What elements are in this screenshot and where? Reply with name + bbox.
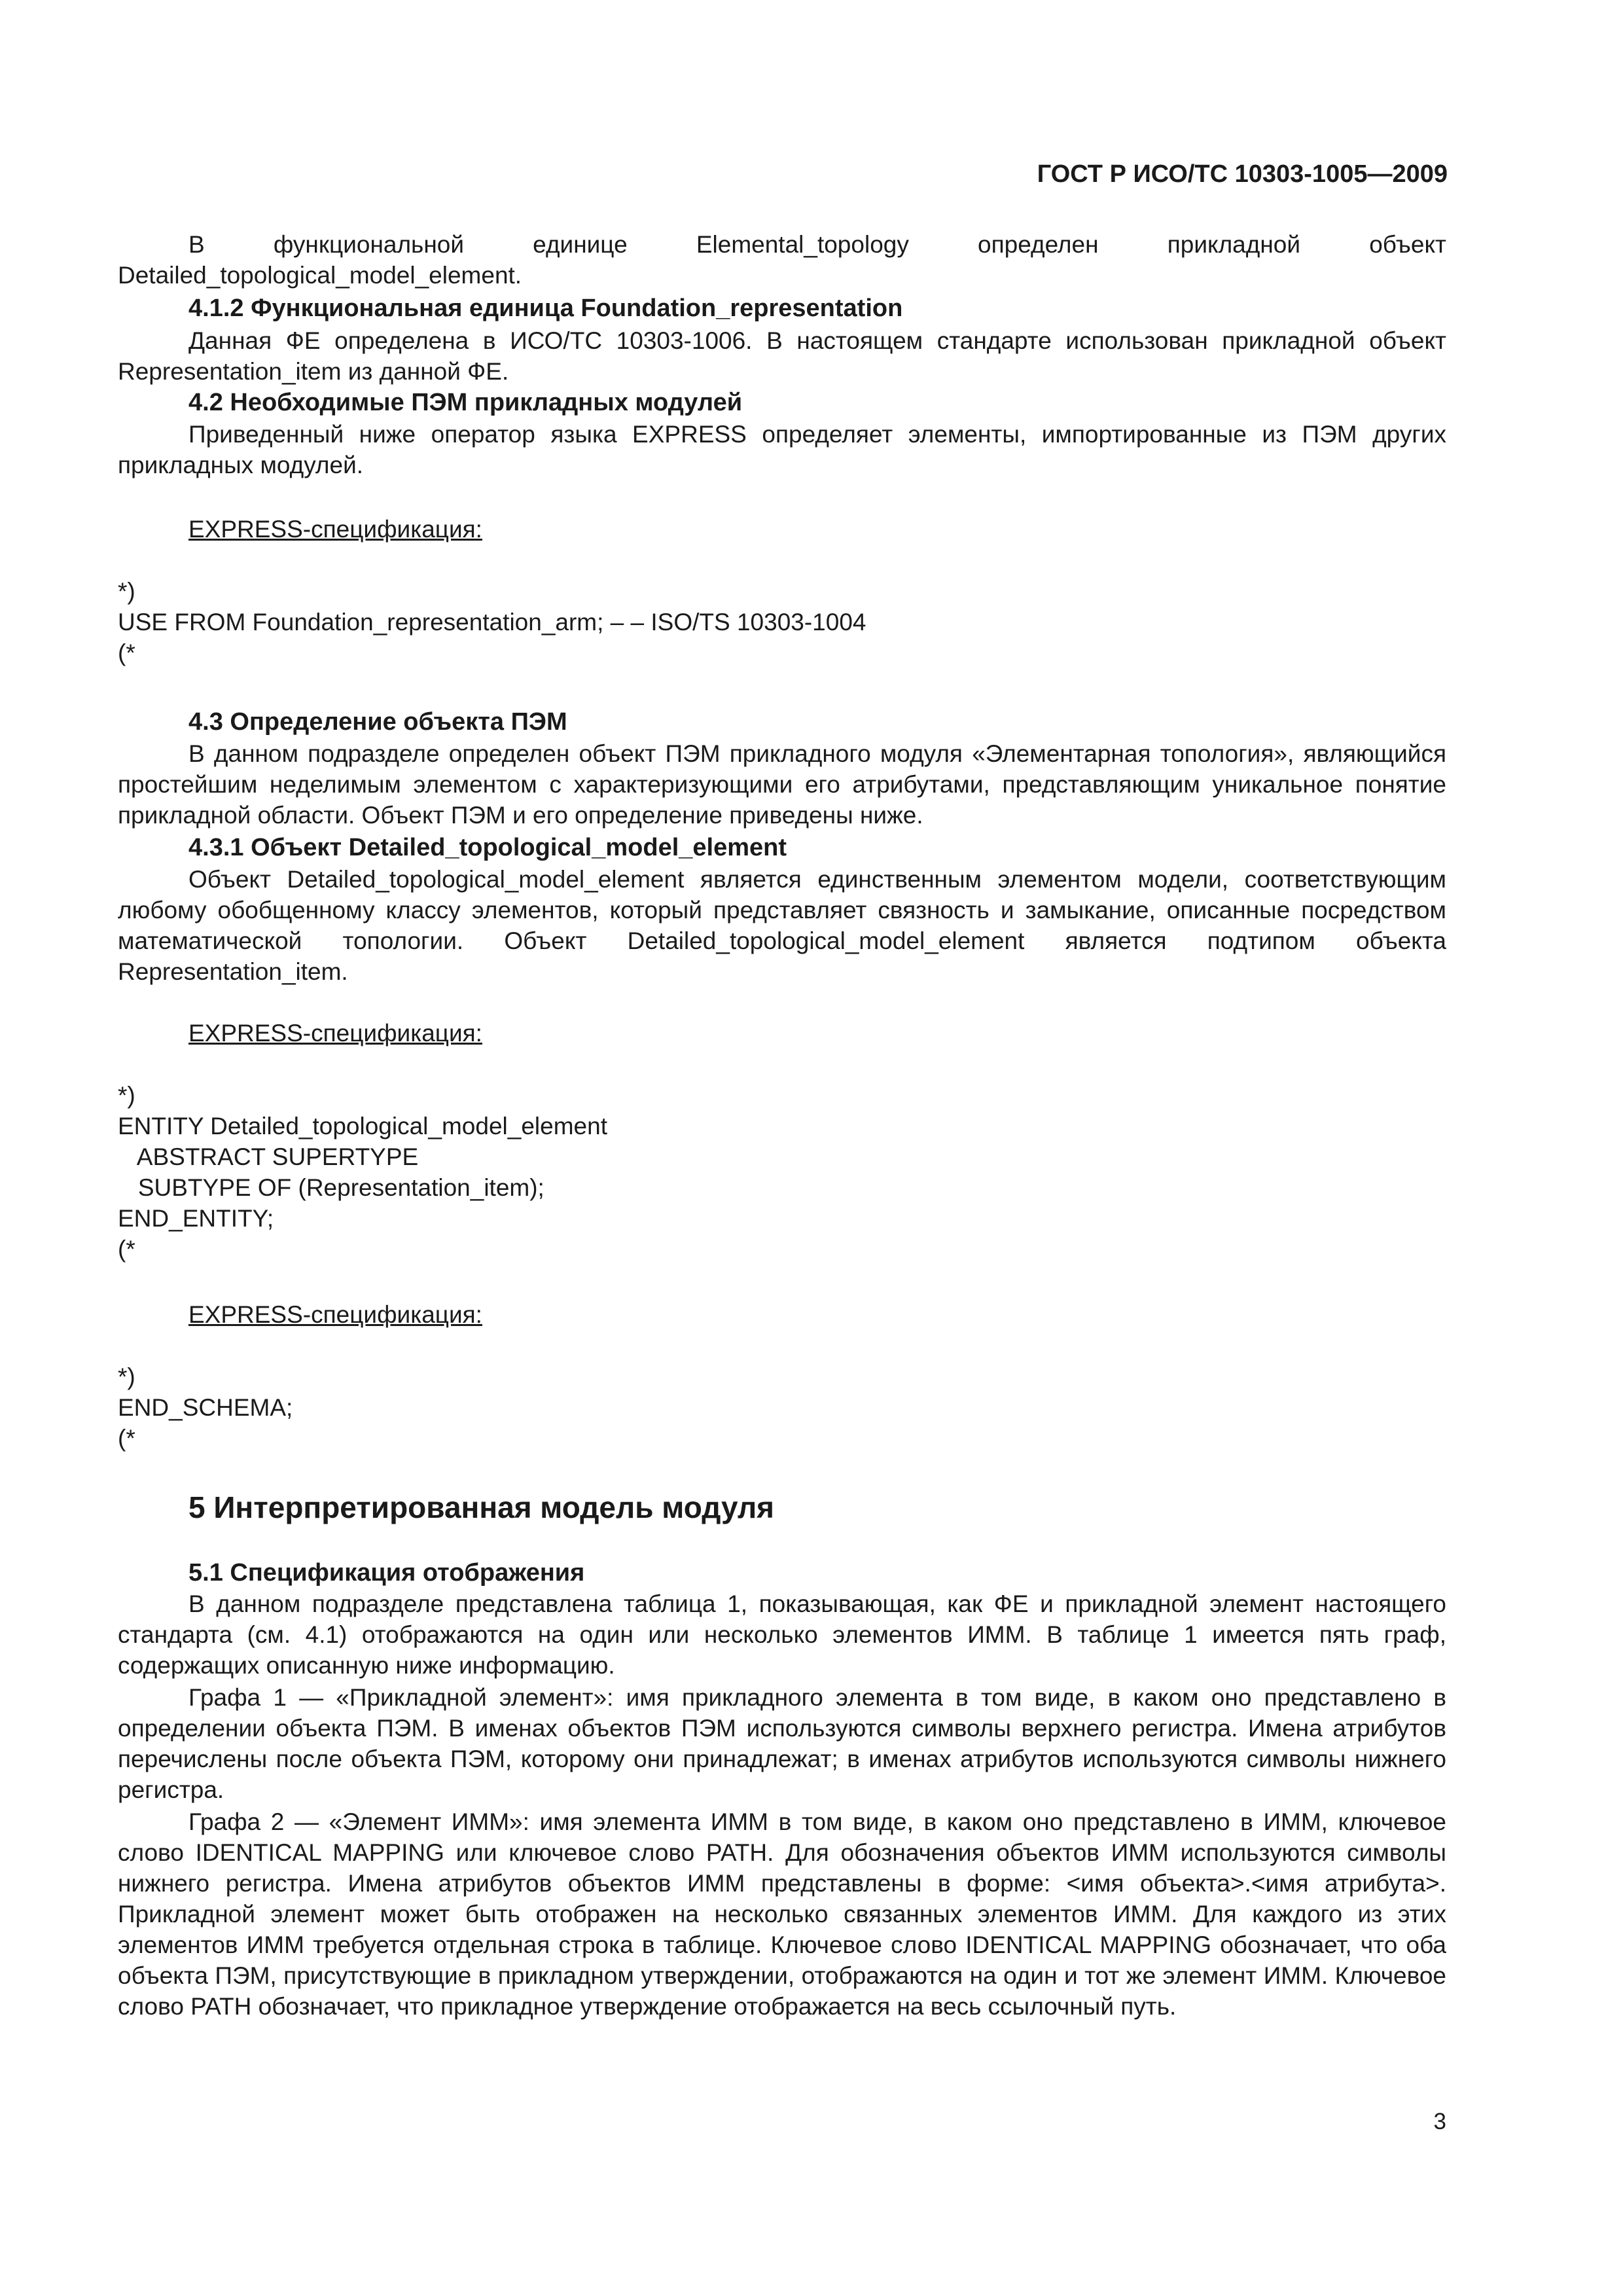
express-spec-label-2: EXPRESS-спецификация:: [188, 1020, 482, 1047]
express-code-entity: *) ENTITY Detailed_topological_model_element ABSTRACT SUPERTYPE SUBTYPE OF (Representation_item); END_ENTITY; (*: [118, 1082, 607, 1263]
paragraph-express-import: Приведенный ниже оператор языка EXPRESS определяет элементы, импортированные из ПЭМ других прикладных модулей.: [118, 421, 1446, 478]
heading-4-1-2: 4.1.2 Функциональная единица Foundation_representation: [188, 295, 903, 322]
paragraph-elemental-topology: В функциональной единице Elemental_topology определен прикладной объект Detailed_topological_model_element.: [118, 231, 1446, 289]
paragraph-detailed-topological-model-element: Объект Detailed_topological_model_element является единственным элементом модели, соответствующим любому обобщенному классу элементов, который представляет связность и замыкание, описанные посредством математической топологии. Объект Detailed_topological_model_element является подтипом объекта Representation_item.: [118, 866, 1446, 985]
page-number: 3: [1433, 2109, 1446, 2134]
express-code-end-schema: *) END_SCHEMA; (*: [118, 1363, 293, 1452]
heading-4-3: 4.3 Определение объекта ПЭМ: [188, 708, 567, 736]
heading-4-2: 4.2 Необходимые ПЭМ прикладных модулей: [188, 389, 743, 416]
standard-header: ГОСТ Р ИСО/ТС 10303-1005—2009: [1037, 160, 1448, 188]
heading-section-5: 5 Интерпретированная модель модуля: [188, 1490, 775, 1524]
paragraph-mapping-table: В данном подразделе представлена таблица 1, показывающая, как ФЕ и прикладной элемент настоящего стандарта (см. 4.1) отображаются на один или несколько элементов ИММ. В таблице 1 имеется пять граф, содержащих описанную ниже информацию.: [118, 1590, 1446, 1679]
express-spec-label-3: EXPRESS-спецификация:: [188, 1301, 482, 1328]
paragraph-arm-object: В данном подразделе определен объект ПЭМ прикладного модуля «Элементарная топология», являющийся простейшим неделимым элементом с характеризующими его атрибутами, представляющим уникальное понятие прикладной области. Объект ПЭМ и его определение приведены ниже.: [118, 740, 1446, 829]
express-spec-label-1: EXPRESS-спецификация:: [188, 516, 482, 543]
express-code-use-from: *) USE FROM Foundation_representation_arm; – – ISO/TS 10303-1004 (*: [118, 578, 866, 666]
paragraph-column-2: Графа 2 — «Элемент ИММ»: имя элемента ИММ в том виде, в каком оно представлено в ИММ, ключевое слово IDENTICAL MAPPING или ключевое слово PATH. Для обозначения объектов ИММ используются символы нижнего регистра. Имена атрибутов объектов ИММ представлены в форме: <имя объекта>.<имя атрибута>. Прикладной элемент может быть отображен на несколько связанных элементов ИММ. Для каждого из этих элементов ИММ требуется отдельная строка в таблице. Ключевое слово IDENTICAL MAPPING обозначает, что оба объекта ПЭМ, присутствующие в прикладном утверждении, отображаются на один и тот же элемент ИММ. Ключевое слово PATH обозначает, что прикладное утверждение отображается на весь ссылочный путь.: [118, 1808, 1446, 2020]
heading-5-1: 5.1 Спецификация отображения: [188, 1559, 585, 1587]
heading-4-3-1: 4.3.1 Объект Detailed_topological_model_element: [188, 834, 787, 861]
paragraph-foundation-representation: Данная ФЕ определена в ИСО/ТС 10303-1006. В настоящем стандарте использован прикладной объект Representation_item из данной ФЕ.: [118, 327, 1446, 385]
paragraph-column-1: Графа 1 — «Прикладной элемент»: имя прикладного элемента в том виде, в каком оно представлено в определении объекта ПЭМ. В именах объектов ПЭМ используются символы верхнего регистра. Имена атрибутов перечислены после объекта ПЭМ, которому они принадлежат; в именах атрибутов используются символы нижнего регистра.: [118, 1684, 1446, 1803]
